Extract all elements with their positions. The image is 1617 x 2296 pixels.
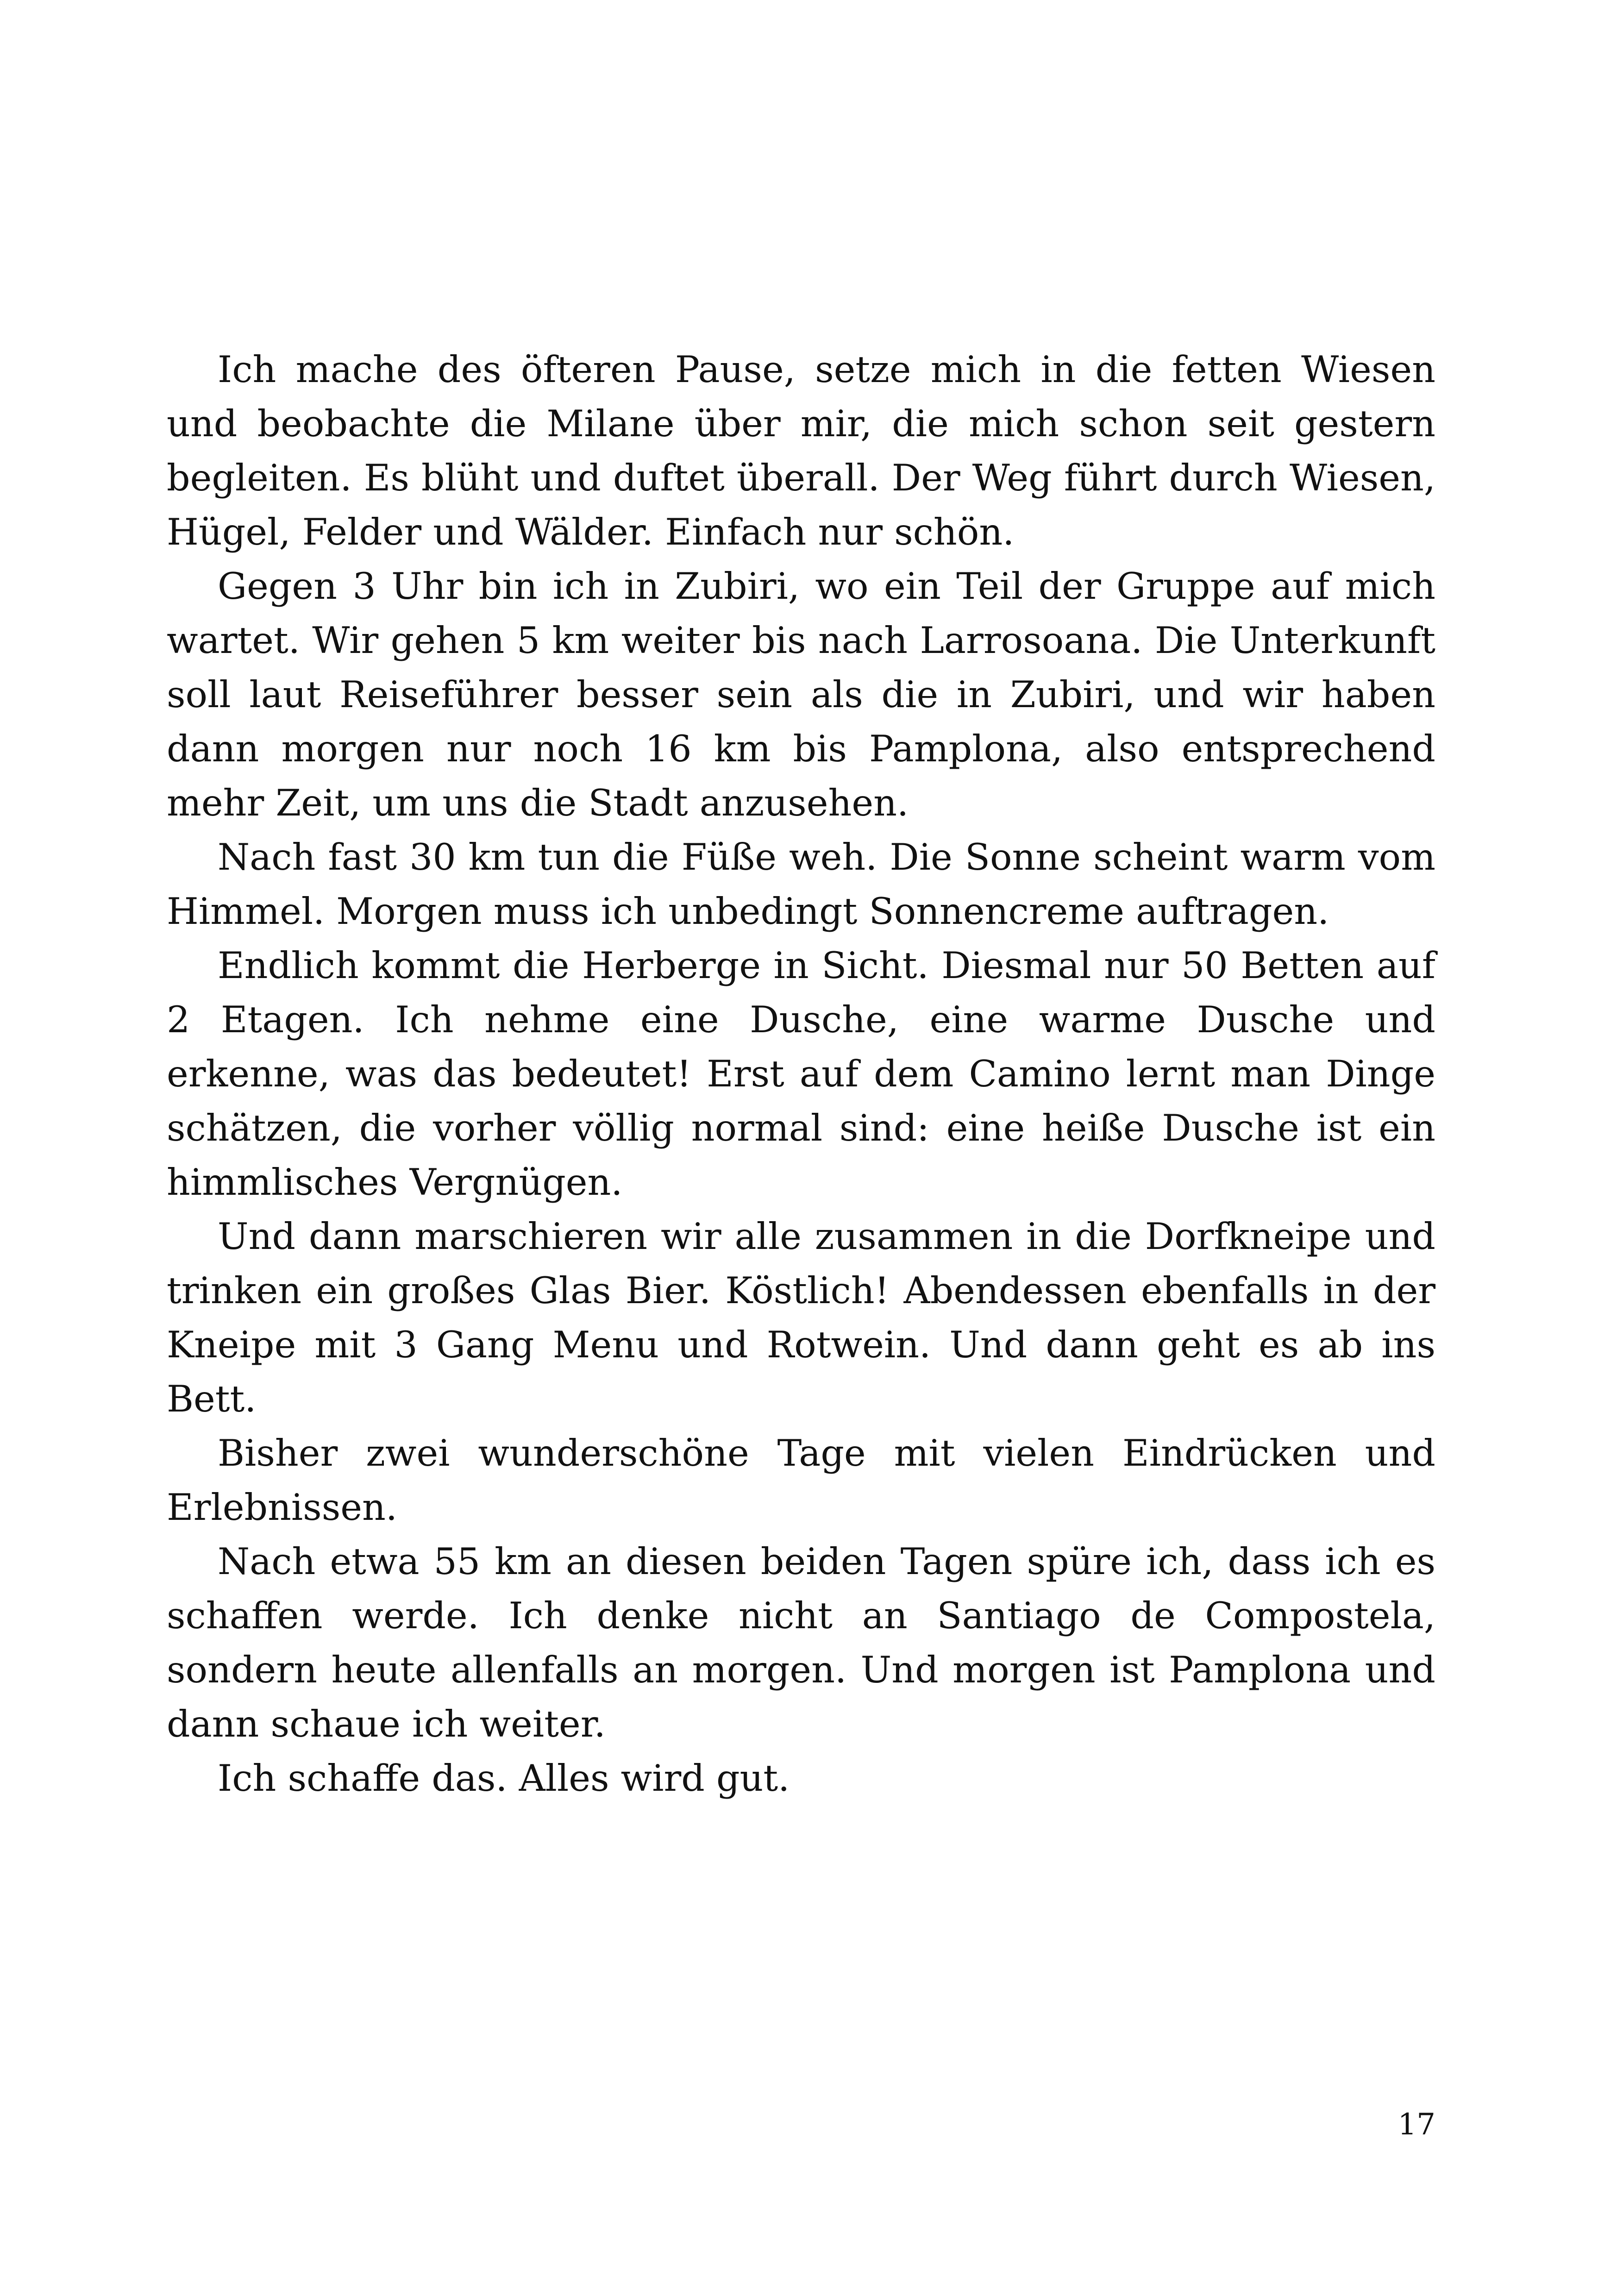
paragraph-8: Ich schaffe das. Alles wird gut. (218, 1757, 790, 1800)
paragraph-4: Endlich kommt die Herberge in Sicht. Diesmal nur 50 Betten auf 2 Etagen. Ich nehme eine Dusche, eine warme Dusche und erkenne, was das bedeutet! Erst auf dem Camino lernt man Dinge schätzen, die vorher völlig normal sind: eine heiße Dusche ist ein himmlisches Vergnügen. (167, 944, 1435, 1204)
paragraph-7: Nach etwa 55 km an diesen beiden Tagen spüre ich, dass ich es schaffen werde. Ich denke nicht an Santiago de Compostela, sondern heute allenfalls an morgen. Und morgen ist Pamplona und dann schaue ich weiter. (167, 1540, 1435, 1745)
paragraph-3: Nach fast 30 km tun die Füße weh. Die Sonne scheint warm vom Himmel. Morgen muss ich unbedingt Sonnencreme auftragen. (167, 836, 1435, 933)
page-number: 17 (1398, 2108, 1435, 2142)
paragraph-6: Bisher zwei wunderschöne Tage mit vielen Eindrücken und Erlebnissen. (167, 1432, 1435, 1529)
paragraph-1: Ich mache des öfteren Pause, setze mich in die fetten Wiesen und beobachte die Milane über mir, die mich schon seit gestern begleiten. Es blüht und duftet überall. Der Weg führt durch Wiesen, Hügel, Felder und Wälder. Einfach nur schön. (167, 348, 1435, 553)
paragraph-5: Und dann marschieren wir alle zusammen in die Dorfkneipe und trinken ein großes Glas Bier. Köstlich! Abendessen ebenfalls in der Kneipe mit 3 Gang Menu und Rotwein. Und dann geht es ab ins Bett. (167, 1215, 1435, 1420)
body-text (167, 343, 1435, 1806)
paragraph-2: Gegen 3 Uhr bin ich in Zubiri, wo ein Teil der Gruppe auf mich wartet. Wir gehen 5 km weiter bis nach Larrosoana. Die Unterkunft soll laut Reiseführer besser sein als die in Zubiri, und wir haben dann morgen nur noch 16 km bis Pamplona, also entsprechend mehr Zeit, um uns die Stadt anzusehen. (167, 565, 1435, 824)
